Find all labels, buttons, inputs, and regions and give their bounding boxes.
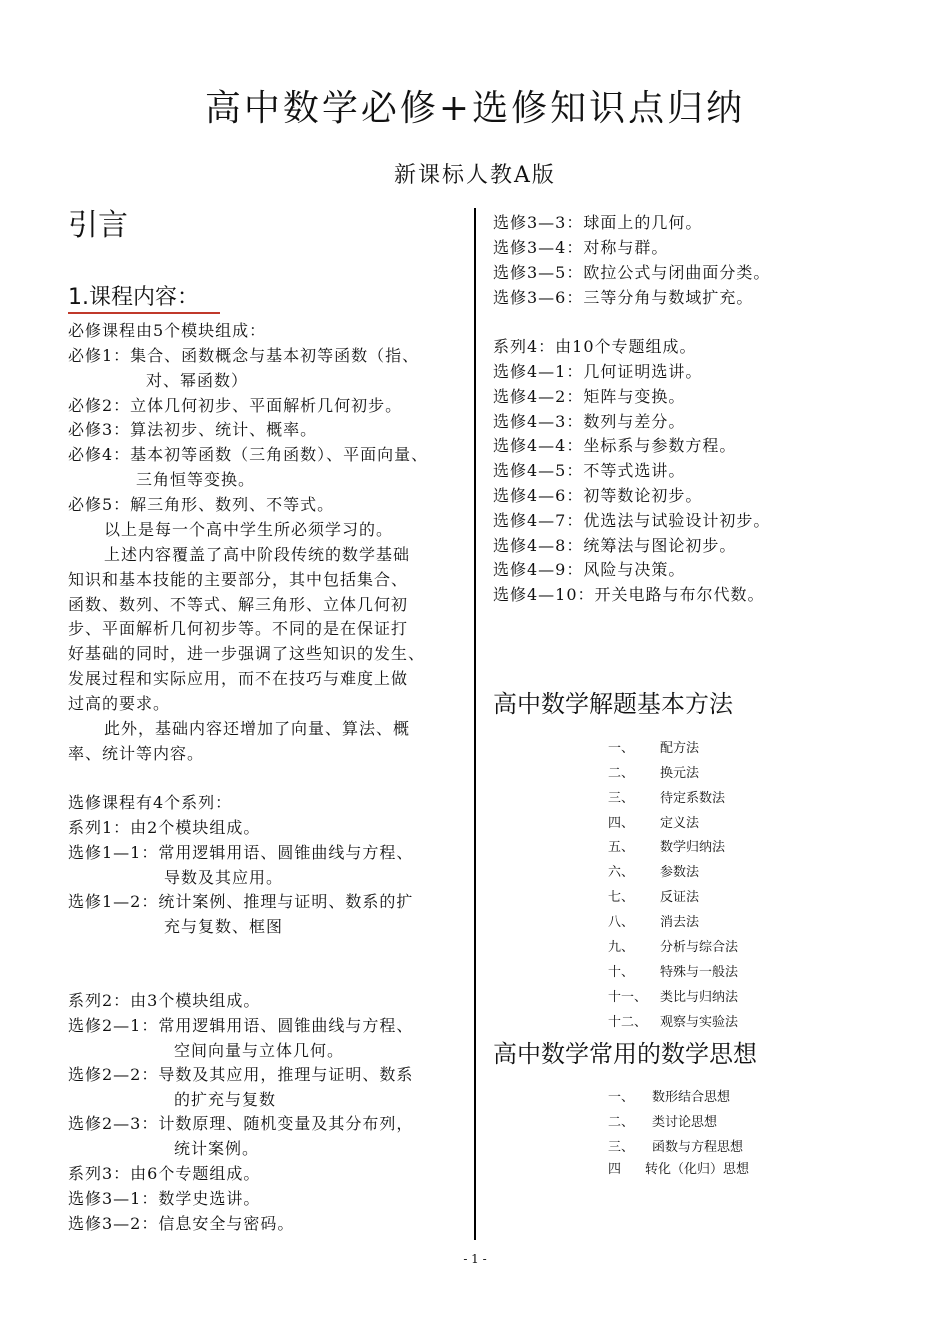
- left-line: 上述内容覆盖了高中阶段传统的数学基础: [104, 545, 411, 564]
- left-line: 好基础的同时，进一步强调了这些知识的发生、: [68, 644, 426, 663]
- left-line: 必修2：立体几何初步、平面解析几何初步。: [68, 396, 403, 415]
- left-line: 三角恒等变换。: [136, 470, 256, 489]
- left-line: 对、幂函数）: [146, 371, 249, 390]
- right-line: 选修4—10：开关电路与布尔代数。: [493, 585, 765, 604]
- method-number: 四、: [608, 816, 635, 831]
- method-name: 分析与综合法: [660, 940, 739, 955]
- method-name: 特殊与一般法: [660, 965, 739, 980]
- right-line: 选修4—1：几何证明选讲。: [493, 362, 703, 381]
- right-line: 选修3—4：对称与群。: [493, 238, 669, 257]
- left-line: 充与复数、框图: [164, 917, 284, 936]
- method-number: 十二、: [608, 1015, 648, 1030]
- method-name: 观察与实验法: [660, 1015, 739, 1030]
- thought-number: 三、: [608, 1140, 635, 1155]
- left-line: 发展过程和实际应用，而不在技巧与难度上做: [68, 669, 409, 688]
- left-line: 导数及其应用。: [164, 868, 284, 887]
- thought-name: 类讨论思想: [652, 1115, 718, 1130]
- column-divider: [474, 208, 476, 1240]
- right-line: 选修3—6：三等分角与数域扩充。: [493, 288, 754, 307]
- right-line: 选修4—6：初等数论初步。: [493, 486, 703, 505]
- left-line: 选修3—1：数学史选讲。: [68, 1189, 261, 1208]
- methods-heading: 高中数学解题基本方法: [493, 690, 733, 718]
- right-line: 选修3—3：球面上的几何。: [493, 213, 703, 232]
- left-line: 选修课程有4个系列：: [68, 793, 233, 812]
- left-line: 选修2—3：计数原理、随机变量及其分布列，: [68, 1114, 414, 1133]
- thoughts-heading: 高中数学常用的数学思想: [493, 1040, 757, 1068]
- left-line: 以上是每一个高中学生所必须学习的。: [104, 520, 394, 539]
- method-name: 换元法: [660, 766, 700, 781]
- method-name: 消去法: [660, 915, 700, 930]
- course-heading: 1.课程内容：: [68, 285, 199, 310]
- thought-name: 函数与方程思想: [652, 1140, 744, 1155]
- page-number: - 1 -: [463, 1252, 487, 1266]
- left-line: 选修2—2：导数及其应用，推理与证明、数系: [68, 1065, 414, 1084]
- method-number: 九、: [608, 940, 635, 955]
- right-line: 选修3—5：欧拉公式与闭曲面分类。: [493, 263, 771, 282]
- left-line: 选修3—2：信息安全与密码。: [68, 1214, 295, 1233]
- right-line: 选修4—2：矩阵与变换。: [493, 387, 686, 406]
- left-line: 步、平面解析几何初步等。不同的是在保证打: [68, 619, 409, 638]
- left-line: 系列1：由2个模块组成。: [68, 818, 261, 837]
- left-line: 知识和基本技能的主要部分，其中包括集合、: [68, 570, 409, 589]
- method-name: 参数法: [660, 865, 700, 880]
- thought-name: 转化（化归）思想: [645, 1162, 750, 1177]
- left-line: 空间向量与立体几何。: [174, 1041, 345, 1060]
- method-name: 类比与归纳法: [660, 990, 739, 1005]
- method-number: 七、: [608, 890, 635, 905]
- left-line: 必修5：解三角形、数列、不等式。: [68, 495, 335, 514]
- left-line: 必修课程由5个模块组成：: [68, 321, 267, 340]
- right-line: 选修4—8：统筹法与图论初步。: [493, 536, 737, 555]
- right-line: 选修4—3：数列与差分。: [493, 412, 686, 431]
- method-number: 六、: [608, 865, 635, 880]
- method-number: 八、: [608, 915, 635, 930]
- intro-heading: 引言: [68, 208, 128, 243]
- method-number: 三、: [608, 791, 635, 806]
- left-line: 系列2：由3个模块组成。: [68, 991, 261, 1010]
- method-number: 五、: [608, 840, 635, 855]
- left-line: 必修3：算法初步、统计、概率。: [68, 420, 318, 439]
- right-line: 选修4—5：不等式选讲。: [493, 461, 686, 480]
- left-line: 必修4：基本初等函数（三角函数）、平面向量、: [68, 445, 429, 464]
- left-line: 选修1—1：常用逻辑用语、圆锥曲线与方程、: [68, 843, 414, 862]
- right-line: 选修4—9：风险与决策。: [493, 560, 686, 579]
- left-line: 率、统计等内容。: [68, 744, 205, 763]
- right-line: 选修4—4：坐标系与参数方程。: [493, 436, 737, 455]
- left-line: 过高的要求。: [68, 694, 171, 713]
- right-line: 选修4—7：优选法与试验设计初步。: [493, 511, 771, 530]
- method-name: 待定系数法: [660, 791, 726, 806]
- thought-number: 一、: [608, 1090, 635, 1105]
- left-line: 选修2—1：常用逻辑用语、圆锥曲线与方程、: [68, 1016, 414, 1035]
- right-line: 系列4：由10个专题组成。: [493, 337, 697, 356]
- method-number: 一、: [608, 741, 635, 756]
- thought-name: 数形结合思想: [652, 1090, 731, 1105]
- course-heading-underline: [68, 312, 220, 314]
- left-line: 必修1：集合、函数概念与基本初等函数（指、: [68, 346, 420, 365]
- method-number: 十一、: [608, 990, 648, 1005]
- method-number: 十、: [608, 965, 635, 980]
- left-line: 的扩充与复数: [174, 1090, 277, 1109]
- page-title: 高中数学必修+选修知识点归纳: [204, 88, 746, 129]
- method-name: 数学归纳法: [660, 840, 726, 855]
- thought-number: 四: [608, 1162, 622, 1177]
- method-name: 配方法: [660, 741, 700, 756]
- left-line: 系列3：由6个专题组成。: [68, 1164, 261, 1183]
- page-subtitle: 新课标人教A版: [394, 163, 556, 188]
- left-line: 此外，基础内容还增加了向量、算法、概: [104, 719, 411, 738]
- method-name: 反证法: [660, 890, 700, 905]
- method-name: 定义法: [660, 816, 700, 831]
- left-line: 统计案例。: [174, 1139, 260, 1158]
- left-line: 选修1—2：统计案例、推理与证明、数系的扩: [68, 892, 414, 911]
- left-line: 函数、数列、不等式、解三角形、立体几何初: [68, 595, 409, 614]
- thought-number: 二、: [608, 1115, 635, 1130]
- method-number: 二、: [608, 766, 635, 781]
